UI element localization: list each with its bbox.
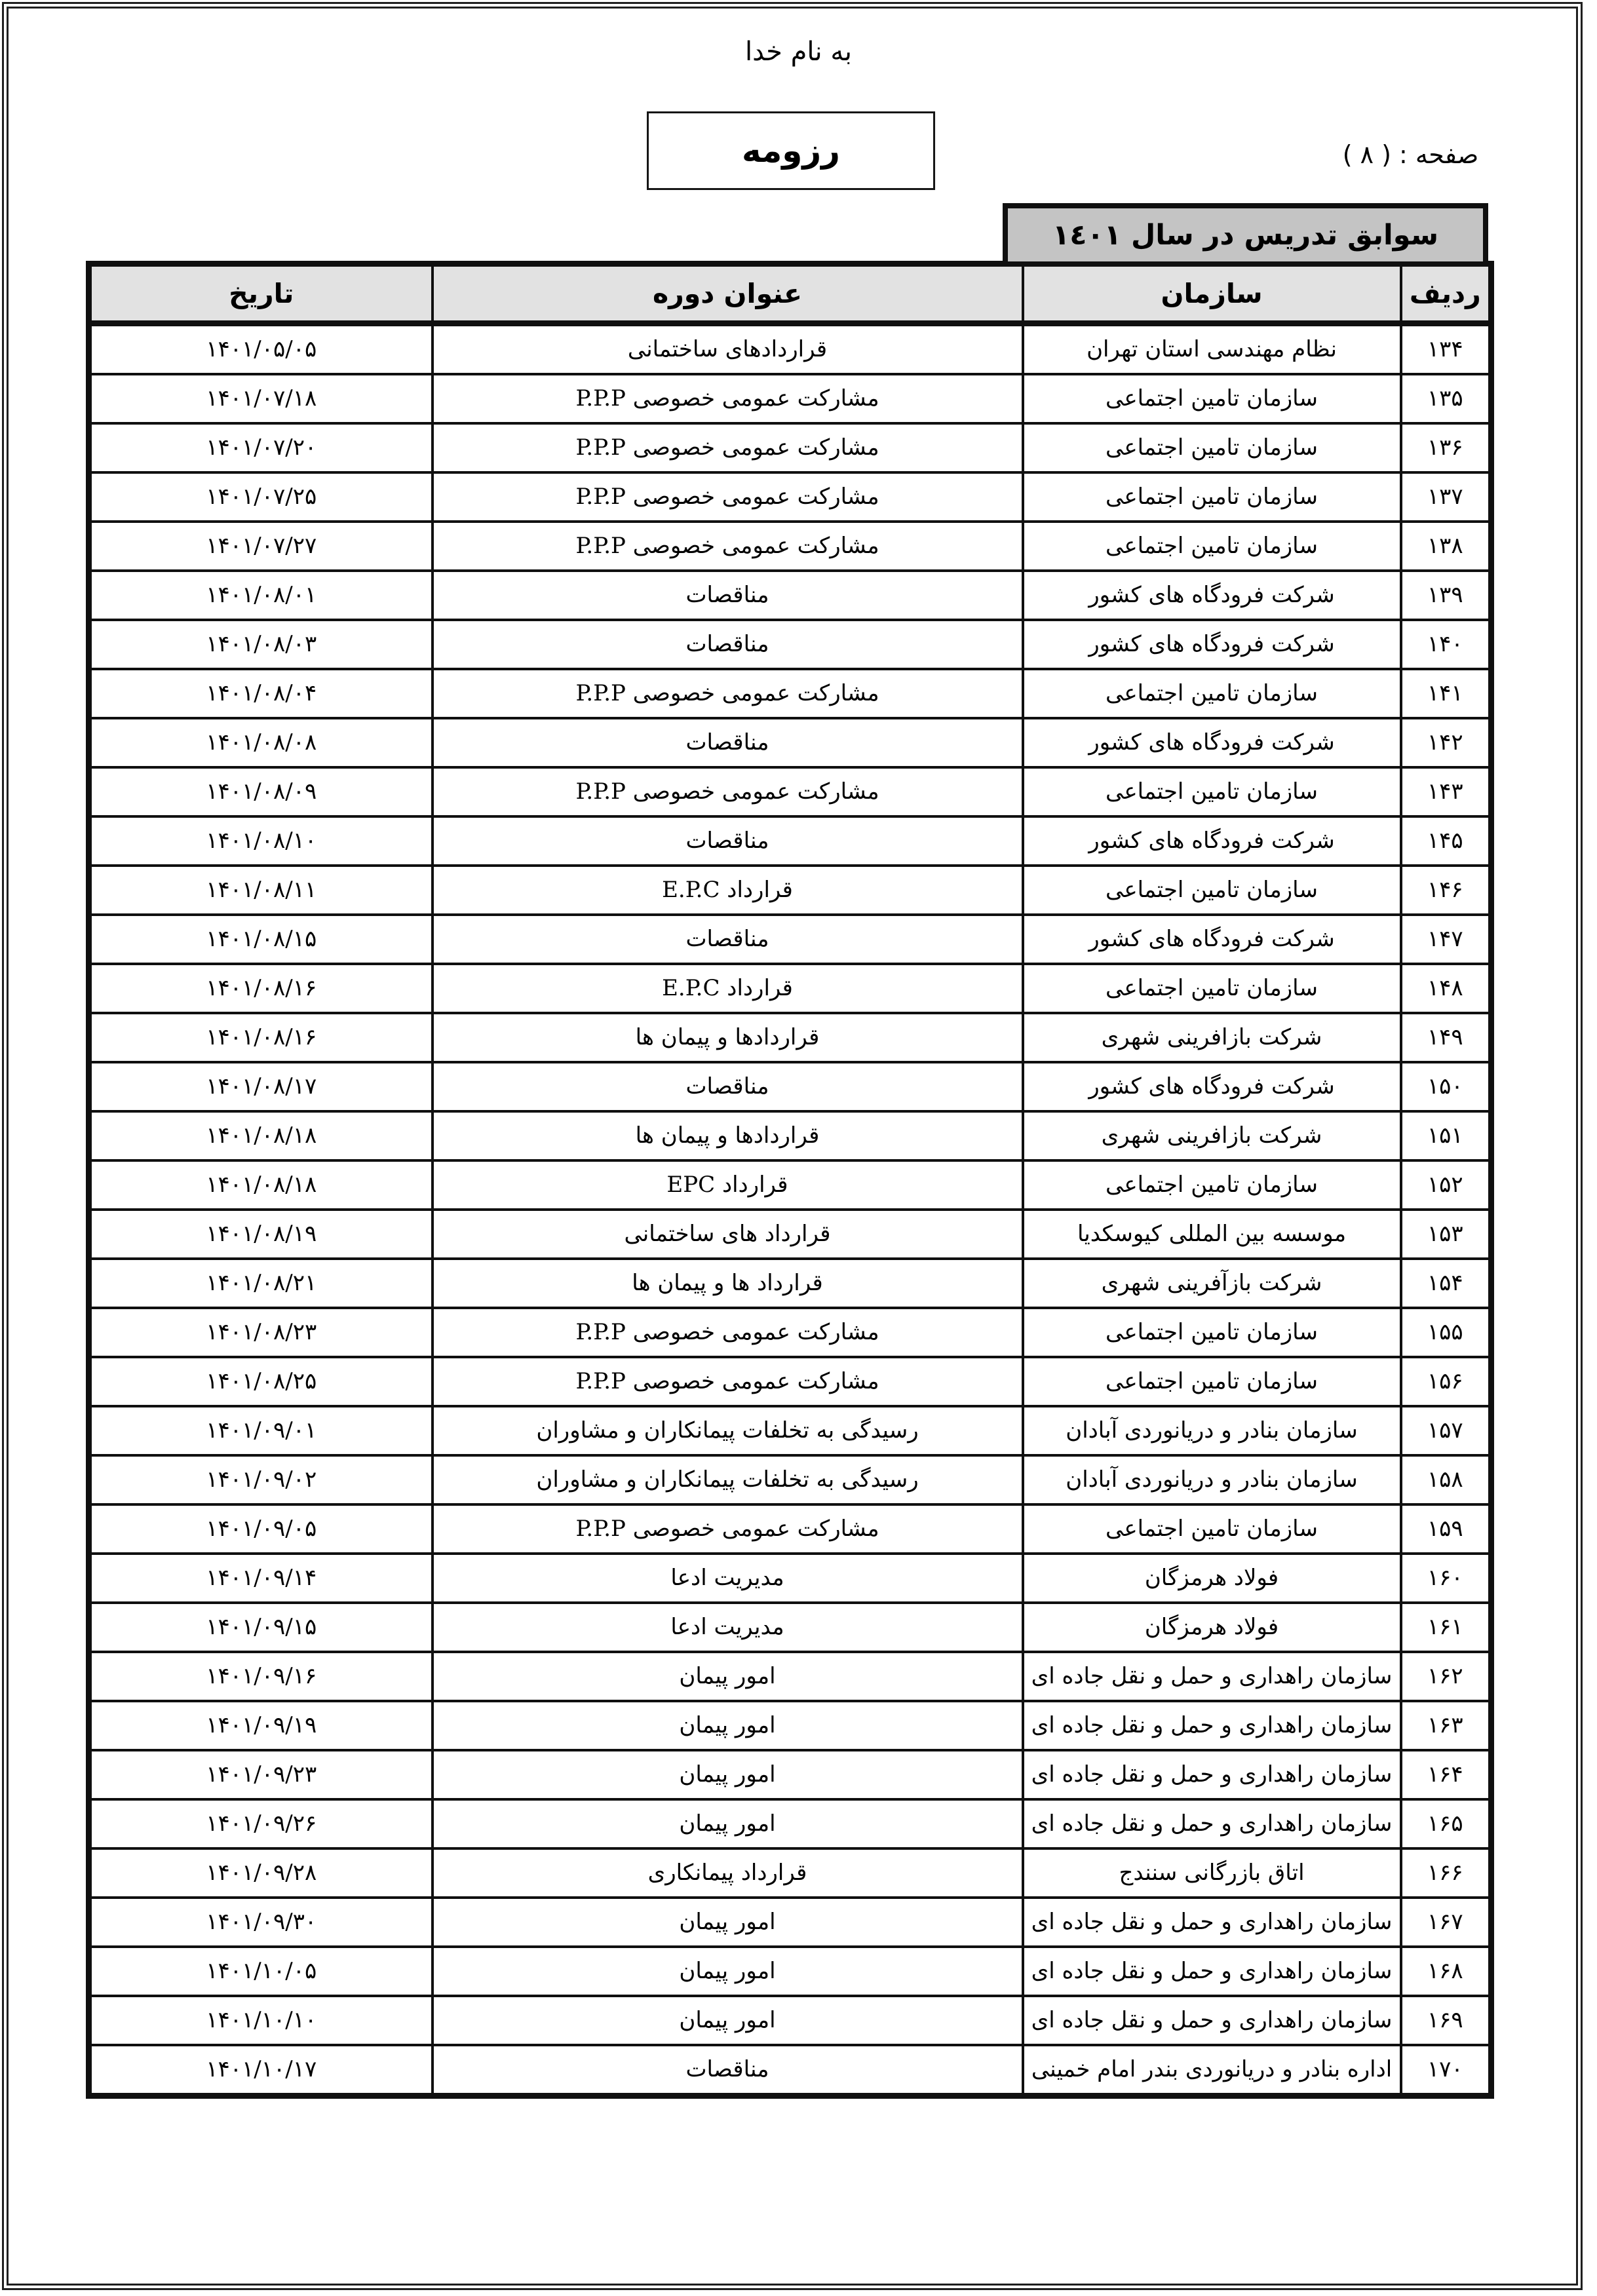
course-title-cell: مناقصات <box>433 1062 1023 1111</box>
row-number-cell: ۱۳۷ <box>1401 472 1491 522</box>
organization-cell: سازمان تامین اجتماعی <box>1023 374 1401 423</box>
organization-cell: شرکت فرودگاه های کشور <box>1023 571 1401 620</box>
row-number-cell: ۱۶۸ <box>1401 1947 1491 1996</box>
table-row <box>89 816 1491 866</box>
course-title-cell: مشارکت عمومی خصوصی P.P.P <box>433 1504 1023 1554</box>
row-number-cell: ۱۴۱ <box>1401 669 1491 718</box>
page-number: صفحه : ( ۸ ) <box>1342 140 1479 169</box>
date-cell: ۱۴۰۱/۰۸/۲۳ <box>89 1308 433 1357</box>
course-title-cell: مناقصات <box>433 2045 1023 2096</box>
table-row <box>89 1947 1491 1996</box>
row-number-cell: ۱۶۰ <box>1401 1554 1491 1603</box>
date-cell: ۱۴۰۱/۰۹/۰۱ <box>89 1406 433 1455</box>
course-title-cell: امور پیمان <box>433 1799 1023 1848</box>
table-row <box>89 1259 1491 1308</box>
course-title-cell: قرارداد پیمانکاری <box>433 1848 1023 1898</box>
course-title-cell: مدیریت ادعا <box>433 1554 1023 1603</box>
organization-cell: فولاد هرمزگان <box>1023 1554 1401 1603</box>
table-row <box>89 1210 1491 1259</box>
date-cell: ۱۴۰۱/۰۸/۲۱ <box>89 1259 433 1308</box>
organization-cell: شرکت بازافرینی شهری <box>1023 1111 1401 1160</box>
date-cell: ۱۴۰۱/۰۸/۰۳ <box>89 620 433 669</box>
row-number-cell: ۱۵۳ <box>1401 1210 1491 1259</box>
row-number-cell: ۱۷۰ <box>1401 2045 1491 2096</box>
row-number-cell: ۱۳۸ <box>1401 522 1491 571</box>
date-cell: ۱۴۰۱/۰۸/۱۶ <box>89 1013 433 1062</box>
organization-cell: سازمان راهداری و حمل و نقل جاده ای <box>1023 1947 1401 1996</box>
date-cell: ۱۴۰۱/۰۷/۲۷ <box>89 522 433 571</box>
date-cell: ۱۴۰۱/۰۹/۱۶ <box>89 1652 433 1701</box>
row-number-cell: ۱۳۶ <box>1401 423 1491 472</box>
organization-cell: شرکت فرودگاه های کشور <box>1023 620 1401 669</box>
date-cell: ۱۴۰۱/۰۸/۰۱ <box>89 571 433 620</box>
table-row <box>89 1013 1491 1062</box>
table-row <box>89 1750 1491 1799</box>
table-row <box>89 522 1491 571</box>
resume-title-text: رزومه <box>742 132 840 170</box>
course-title-cell: قراردادها و پیمان ها <box>433 1111 1023 1160</box>
table-row <box>89 1357 1491 1406</box>
course-title-cell: مناقصات <box>433 571 1023 620</box>
table-header-row <box>89 264 1491 324</box>
organization-cell: اداره بنادر و دریانوردی بندر امام خمینی <box>1023 2045 1401 2096</box>
organization-cell: سازمان راهداری و حمل و نقل جاده ای <box>1023 1799 1401 1848</box>
date-cell: ۱۴۰۱/۰۹/۱۴ <box>89 1554 433 1603</box>
course-title-cell: مشارکت عمومی خصوصی P.P.P <box>433 669 1023 718</box>
date-cell: ۱۴۰۱/۰۹/۳۰ <box>89 1898 433 1947</box>
course-title-cell: قرارداد ها و پیمان ها <box>433 1259 1023 1308</box>
organization-cell: شرکت فرودگاه های کشور <box>1023 915 1401 964</box>
course-title-cell: مشارکت عمومی خصوصی P.P.P <box>433 1308 1023 1357</box>
date-cell: ۱۴۰۱/۱۰/۱۷ <box>89 2045 433 2096</box>
organization-cell: سازمان راهداری و حمل و نقل جاده ای <box>1023 1898 1401 1947</box>
course-title-cell: مناقصات <box>433 915 1023 964</box>
bismillah-text: به نام خدا <box>745 37 852 67</box>
date-cell: ۱۴۰۱/۰۸/۱۷ <box>89 1062 433 1111</box>
row-number-cell: ۱۵۰ <box>1401 1062 1491 1111</box>
table-row <box>89 767 1491 816</box>
table-row <box>89 324 1491 375</box>
table-row <box>89 1308 1491 1357</box>
teaching-records-table <box>86 261 1494 2099</box>
organization-cell: شرکت فرودگاه های کشور <box>1023 816 1401 866</box>
row-number-cell: ۱۵۴ <box>1401 1259 1491 1308</box>
row-number-cell: ۱۴۲ <box>1401 718 1491 767</box>
table-row <box>89 472 1491 522</box>
row-number-cell: ۱۶۳ <box>1401 1701 1491 1750</box>
course-title-cell: رسیدگی به تخلفات پیمانکاران و مشاوران <box>433 1406 1023 1455</box>
row-number-cell: ۱۴۵ <box>1401 816 1491 866</box>
organization-cell: شرکت فرودگاه های کشور <box>1023 718 1401 767</box>
records-tbody <box>89 324 1491 2096</box>
course-title-cell: قرارداد های ساختمانی <box>433 1210 1023 1259</box>
row-number-cell: ۱۵۷ <box>1401 1406 1491 1455</box>
course-title-cell: مشارکت عمومی خصوصی P.P.P <box>433 767 1023 816</box>
organization-cell: سازمان راهداری و حمل و نقل جاده ای <box>1023 1750 1401 1799</box>
table-row <box>89 1406 1491 1455</box>
course-title-cell: مشارکت عمومی خصوصی P.P.P <box>433 472 1023 522</box>
course-title-cell: مدیریت ادعا <box>433 1603 1023 1652</box>
course-title-cell: قراردادهای ساختمانی <box>433 324 1023 375</box>
section-title-text: سوابق تدریس در سال ۱٤۰۱ <box>1052 218 1438 252</box>
organization-cell: اتاق بازرگانی سنندج <box>1023 1848 1401 1898</box>
table-row <box>89 1652 1491 1701</box>
row-number-cell: ۱۵۶ <box>1401 1357 1491 1406</box>
row-number-cell: ۱۵۵ <box>1401 1308 1491 1357</box>
row-number-cell: ۱۵۹ <box>1401 1504 1491 1554</box>
table-row <box>89 1111 1491 1160</box>
row-number-cell: ۱۵۸ <box>1401 1455 1491 1504</box>
row-number-cell: ۱۴۹ <box>1401 1013 1491 1062</box>
row-number-cell: ۱۵۱ <box>1401 1111 1491 1160</box>
date-cell: ۱۴۰۱/۰۹/۱۵ <box>89 1603 433 1652</box>
organization-cell: سازمان تامین اجتماعی <box>1023 522 1401 571</box>
organization-cell: نظام مهندسی استان تهران <box>1023 324 1401 375</box>
organization-cell: سازمان تامین اجتماعی <box>1023 472 1401 522</box>
row-number-cell: ۱۴۶ <box>1401 866 1491 915</box>
organization-cell: سازمان تامین اجتماعی <box>1023 866 1401 915</box>
organization-cell: شرکت فرودگاه های کشور <box>1023 1062 1401 1111</box>
table-row <box>89 1062 1491 1111</box>
row-number-cell: ۱۴۷ <box>1401 915 1491 964</box>
table-row <box>89 2045 1491 2096</box>
table-row <box>89 423 1491 472</box>
date-cell: ۱۴۰۱/۰۹/۲۳ <box>89 1750 433 1799</box>
course-title-cell: امور پیمان <box>433 1750 1023 1799</box>
date-cell: ۱۴۰۱/۰۵/۰۵ <box>89 324 433 375</box>
row-number-cell: ۱۶۹ <box>1401 1996 1491 2045</box>
row-number-cell: ۱۶۱ <box>1401 1603 1491 1652</box>
date-cell: ۱۴۰۱/۰۹/۲۸ <box>89 1848 433 1898</box>
row-number-cell: ۱۶۷ <box>1401 1898 1491 1947</box>
section-title-box <box>1003 203 1488 267</box>
organization-cell: سازمان راهداری و حمل و نقل جاده ای <box>1023 1652 1401 1701</box>
date-cell: ۱۴۰۱/۱۰/۱۰ <box>89 1996 433 2045</box>
course-title-cell: رسیدگی به تخلفات پیمانکاران و مشاوران <box>433 1455 1023 1504</box>
table-row <box>89 1996 1491 2045</box>
course-title-cell: مناقصات <box>433 718 1023 767</box>
row-number-cell: ۱۳۹ <box>1401 571 1491 620</box>
table-row <box>89 718 1491 767</box>
date-cell: ۱۴۰۱/۰۸/۲۵ <box>89 1357 433 1406</box>
course-title-cell: مشارکت عمومی خصوصی P.P.P <box>433 423 1023 472</box>
organization-cell: سازمان تامین اجتماعی <box>1023 1504 1401 1554</box>
table-row <box>89 620 1491 669</box>
row-number-cell: ۱۴۰ <box>1401 620 1491 669</box>
course-title-cell: امور پیمان <box>433 1701 1023 1750</box>
date-cell: ۱۴۰۱/۰۸/۱۸ <box>89 1111 433 1160</box>
table-row <box>89 571 1491 620</box>
organization-cell: سازمان تامین اجتماعی <box>1023 767 1401 816</box>
resume-title-box <box>647 111 935 190</box>
row-number-cell: ۱۶۴ <box>1401 1750 1491 1799</box>
organization-cell: موسسه بین المللی کیوسکدیا <box>1023 1210 1401 1259</box>
table-row <box>89 1603 1491 1652</box>
row-number-cell: ۱۶۶ <box>1401 1848 1491 1898</box>
organization-cell: فولاد هرمزگان <box>1023 1603 1401 1652</box>
organization-cell: شرکت بازآفرینی شهری <box>1023 1259 1401 1308</box>
course-title-cell: قرارداد E.P.C <box>433 866 1023 915</box>
course-title-cell: مناقصات <box>433 816 1023 866</box>
column-header-row-no: ردیف <box>1401 264 1491 324</box>
column-header-organization: سازمان <box>1023 264 1401 324</box>
table-row <box>89 1898 1491 1947</box>
table-row <box>89 1160 1491 1210</box>
table-header <box>89 264 1491 324</box>
date-cell: ۱۴۰۱/۰۷/۲۵ <box>89 472 433 522</box>
course-title-cell: امور پیمان <box>433 1996 1023 2045</box>
organization-cell: سازمان تامین اجتماعی <box>1023 669 1401 718</box>
organization-cell: سازمان تامین اجتماعی <box>1023 1357 1401 1406</box>
date-cell: ۱۴۰۱/۰۸/۱۵ <box>89 915 433 964</box>
organization-cell: سازمان راهداری و حمل و نقل جاده ای <box>1023 1701 1401 1750</box>
course-title-cell: امور پیمان <box>433 1652 1023 1701</box>
table-row <box>89 866 1491 915</box>
date-cell: ۱۴۰۱/۰۸/۱۹ <box>89 1210 433 1259</box>
date-cell: ۱۴۰۱/۰۸/۰۴ <box>89 669 433 718</box>
table-row <box>89 374 1491 423</box>
date-cell: ۱۴۰۱/۰۸/۱۶ <box>89 964 433 1013</box>
row-number-cell: ۱۶۵ <box>1401 1799 1491 1848</box>
column-header-course-title: عنوان دوره <box>433 264 1023 324</box>
date-cell: ۱۴۰۱/۱۰/۰۵ <box>89 1947 433 1996</box>
row-number-cell: ۱۶۲ <box>1401 1652 1491 1701</box>
course-title-cell: مشارکت عمومی خصوصی P.P.P <box>433 374 1023 423</box>
date-cell: ۱۴۰۱/۰۹/۰۲ <box>89 1455 433 1504</box>
row-number-cell: ۱۴۳ <box>1401 767 1491 816</box>
organization-cell: سازمان تامین اجتماعی <box>1023 423 1401 472</box>
table-row <box>89 1455 1491 1504</box>
date-cell: ۱۴۰۱/۰۹/۰۵ <box>89 1504 433 1554</box>
course-title-cell: مشارکت عمومی خصوصی P.P.P <box>433 1357 1023 1406</box>
date-cell: ۱۴۰۱/۰۹/۲۶ <box>89 1799 433 1848</box>
row-number-cell: ۱۵۲ <box>1401 1160 1491 1210</box>
course-title-cell: مناقصات <box>433 620 1023 669</box>
table-row <box>89 964 1491 1013</box>
organization-cell: سازمان بنادر و دریانوردی آبادان <box>1023 1455 1401 1504</box>
organization-cell: شرکت بازافرینی شهری <box>1023 1013 1401 1062</box>
date-cell: ۱۴۰۱/۰۸/۱۱ <box>89 866 433 915</box>
table-row <box>89 1848 1491 1898</box>
column-header-date: تاریخ <box>89 264 433 324</box>
row-number-cell: ۱۴۸ <box>1401 964 1491 1013</box>
table-row <box>89 669 1491 718</box>
date-cell: ۱۴۰۱/۰۸/۰۹ <box>89 767 433 816</box>
course-title-cell: قرارداد EPC <box>433 1160 1023 1210</box>
course-title-cell: امور پیمان <box>433 1898 1023 1947</box>
course-title-cell: قرارداد E.P.C <box>433 964 1023 1013</box>
organization-cell: سازمان تامین اجتماعی <box>1023 964 1401 1013</box>
table-row <box>89 1504 1491 1554</box>
course-title-cell: مشارکت عمومی خصوصی P.P.P <box>433 522 1023 571</box>
course-title-cell: قراردادها و پیمان ها <box>433 1013 1023 1062</box>
table-row <box>89 1701 1491 1750</box>
table-row <box>89 1799 1491 1848</box>
table-row <box>89 1554 1491 1603</box>
table-row <box>89 915 1491 964</box>
organization-cell: سازمان تامین اجتماعی <box>1023 1308 1401 1357</box>
organization-cell: سازمان تامین اجتماعی <box>1023 1160 1401 1210</box>
date-cell: ۱۴۰۱/۰۸/۰۸ <box>89 718 433 767</box>
course-title-cell: امور پیمان <box>433 1947 1023 1996</box>
date-cell: ۱۴۰۱/۰۹/۱۹ <box>89 1701 433 1750</box>
row-number-cell: ۱۳۴ <box>1401 324 1491 375</box>
row-number-cell: ۱۳۵ <box>1401 374 1491 423</box>
organization-cell: سازمان بنادر و دریانوردی آبادان <box>1023 1406 1401 1455</box>
date-cell: ۱۴۰۱/۰۸/۱۸ <box>89 1160 433 1210</box>
organization-cell: سازمان راهداری و حمل و نقل جاده ای <box>1023 1996 1401 2045</box>
date-cell: ۱۴۰۱/۰۷/۲۰ <box>89 423 433 472</box>
date-cell: ۱۴۰۱/۰۷/۱۸ <box>89 374 433 423</box>
date-cell: ۱۴۰۱/۰۸/۱۰ <box>89 816 433 866</box>
